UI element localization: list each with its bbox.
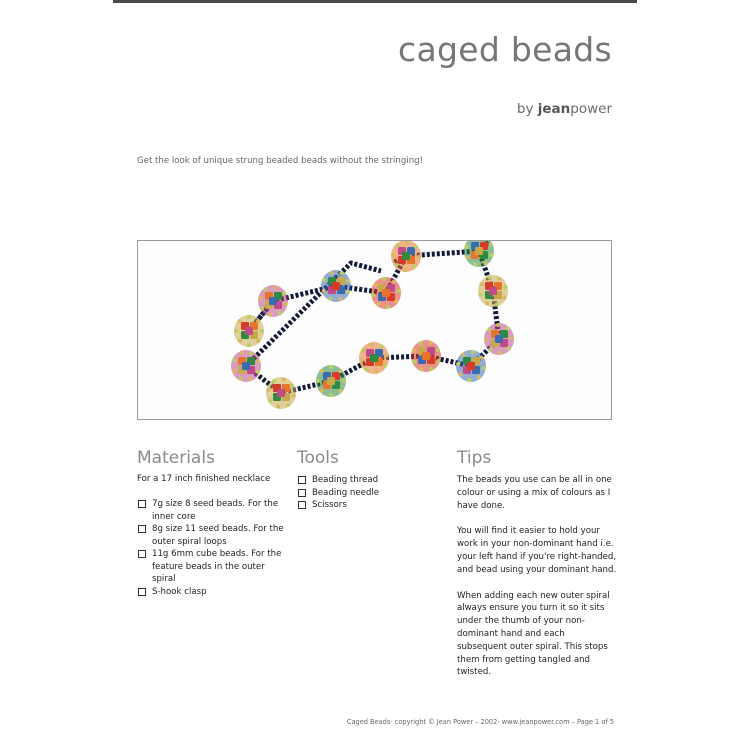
checkbox-icon bbox=[138, 500, 146, 508]
checkbox-icon bbox=[138, 525, 146, 533]
list-item: S-hook clasp bbox=[137, 586, 287, 599]
bead bbox=[484, 323, 514, 355]
checkbox-icon bbox=[298, 501, 306, 509]
checkbox-icon bbox=[138, 588, 146, 596]
byline bbox=[517, 101, 612, 117]
list-item: 7g size 8 seed beads. For the inner core bbox=[137, 498, 287, 523]
bead bbox=[456, 350, 486, 382]
list-item: 8g size 11 seed beads. For the outer spiral loops bbox=[137, 523, 287, 548]
tagline: Get the look of unique strung beaded beads without the stringing! bbox=[137, 156, 424, 166]
list-item: Beading thread bbox=[297, 474, 447, 487]
top-rule bbox=[113, 0, 637, 3]
tip-paragraph: When adding each new outer spiral always ensure you turn it so it sits under the thumb of your non-dominant hand and each subsequent outer spiral. This stops them from getting tangled and twisted. bbox=[457, 590, 610, 678]
bead bbox=[231, 350, 261, 382]
page-title: caged beads bbox=[398, 30, 612, 69]
page-footer: Caged Beads- copyright © Jean Power – 2002- www.jeanpower.com – Page 1 of 5 bbox=[346, 718, 614, 726]
bead bbox=[316, 365, 346, 397]
bead bbox=[371, 277, 401, 309]
bead bbox=[411, 340, 441, 372]
bead bbox=[478, 275, 508, 307]
list-item: Beading needle bbox=[297, 487, 447, 500]
bead bbox=[258, 285, 288, 317]
bead bbox=[234, 315, 264, 347]
byline-prefix: by bbox=[516, 101, 538, 117]
tools-list bbox=[297, 474, 447, 512]
materials-heading: Materials bbox=[137, 448, 215, 468]
materials-list bbox=[137, 498, 287, 598]
bead bbox=[391, 241, 421, 272]
bead bbox=[464, 241, 494, 267]
tips-section bbox=[457, 448, 617, 692]
materials-section bbox=[137, 448, 287, 598]
checkbox-icon bbox=[138, 550, 146, 558]
checkbox-icon bbox=[298, 489, 306, 497]
materials-intro: For a 17 inch finished necklace bbox=[137, 474, 271, 484]
tip-paragraph: The beads you use can be all in one colour or using a mix of colours as I have done. bbox=[457, 475, 612, 511]
necklace-illustration bbox=[138, 241, 612, 420]
bead bbox=[321, 270, 351, 302]
brand-logo-jean: jean bbox=[537, 101, 571, 117]
tip-paragraph: You will find it easier to hold your work in your non-dominant hand i.e. your left hand if you're right-handed, and bead using your dominant hand. bbox=[457, 526, 617, 575]
bead bbox=[266, 377, 296, 409]
brand-logo-power: power bbox=[570, 101, 612, 117]
list-item: Scissors bbox=[297, 499, 447, 512]
checkbox-icon bbox=[298, 476, 306, 484]
necklace-photo bbox=[137, 240, 612, 420]
tools-heading: Tools bbox=[297, 448, 339, 468]
bead bbox=[359, 342, 389, 374]
list-item: 11g 6mm cube beads. For the feature beads in the outer spiral bbox=[137, 548, 287, 586]
tips-heading: Tips bbox=[457, 448, 492, 468]
tools-section bbox=[297, 448, 447, 512]
